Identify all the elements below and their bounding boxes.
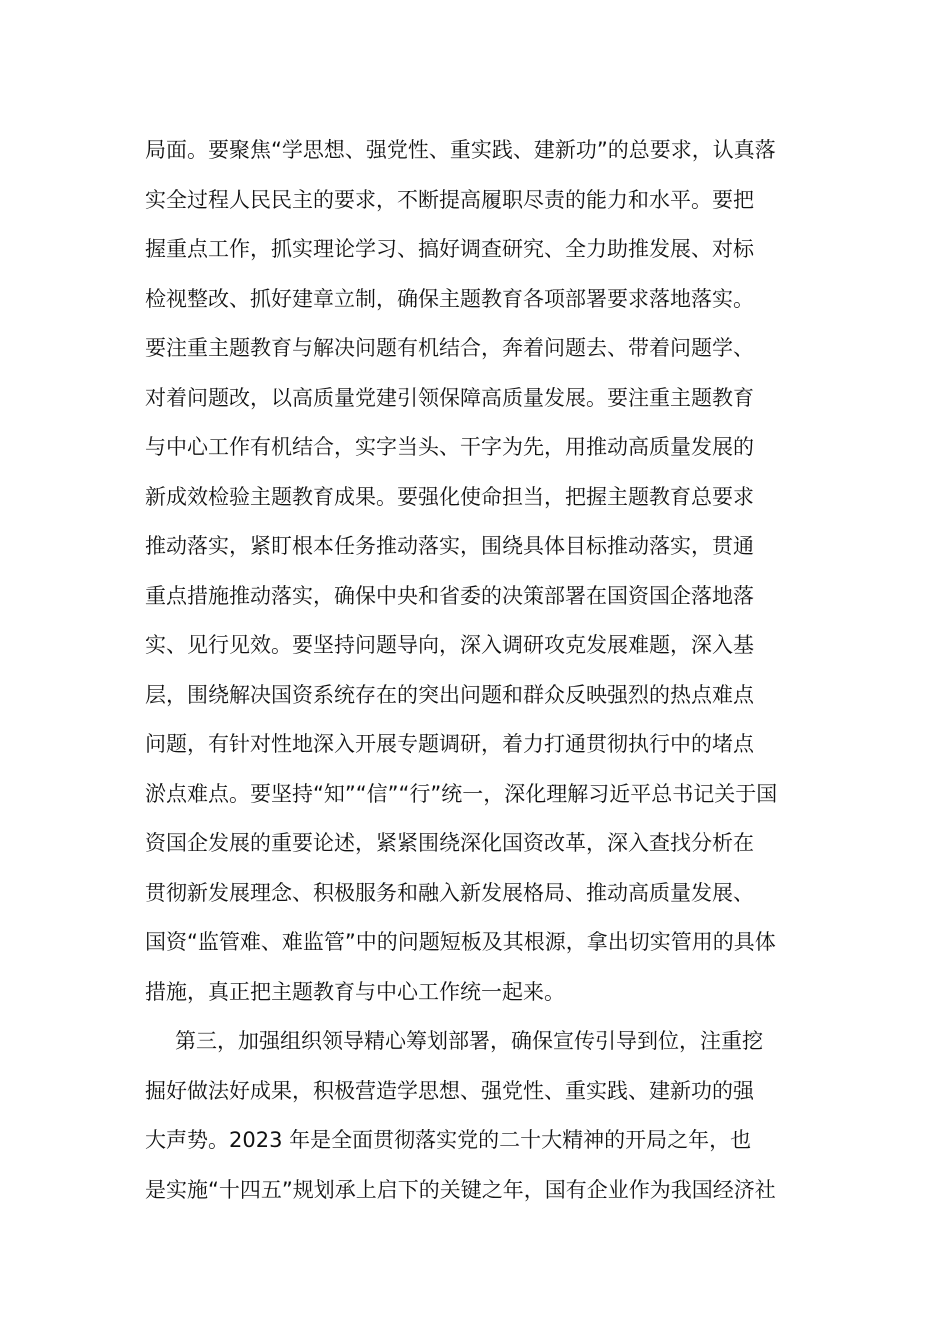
- text-line: 是实施“十四五”规划承上启下的关键之年，国有企业作为我国经济社: [145, 1177, 776, 1202]
- text-line: 掘好做法好成果，积极营造学思想、强党性、重实践、建新功的强: [145, 1078, 754, 1103]
- text-line: 局面。要聚焦“学思想、强党性、重实践、建新功”的总要求，认真落: [145, 138, 776, 162]
- text-line: 重点措施推动落实，确保中央和省委的决策部署在国资国企落地落: [145, 583, 754, 608]
- text-line: 实、见行见效。要坚持问题导向，深入调研攻克发展难题，深入基: [145, 633, 754, 657]
- text-line: 层，围绕解决国资系统存在的突出问题和群众反映强烈的热点难点: [145, 682, 754, 707]
- text-line: 实全过程人民民主的要求，不断提高履职尽责的能力和水平。要把: [145, 187, 754, 212]
- text-line: 握重点工作，抓实理论学习、搞好调查研究、全力助推发展、对标: [145, 237, 754, 261]
- text-line: 检视整改、抓好建章立制，确保主题教育各项部署要求落地落实。: [145, 286, 754, 311]
- text-line: 大声势。2023 年是全面贯彻落实党的二十大精神的开局之年，也: [145, 1128, 752, 1152]
- text-line: 淤点难点。要坚持“知”“信”“行”统一，深化理解习近平总书记关于国: [145, 781, 778, 806]
- text-line: 要注重主题教育与解决问题有机结合，奔着问题去、带着问题学、: [145, 336, 754, 360]
- text-line: 推动落实，紧盯根本任务推动落实，围绕具体目标推动落实，贯通: [145, 534, 754, 558]
- body-text: [145, 126, 815, 1215]
- text-line: 对着问题改，以高质量党建引领保障高质量发展。要注重主题教育: [145, 385, 754, 410]
- text-line: 措施，真正把主题教育与中心工作统一起来。: [145, 979, 565, 1004]
- paragraph-start-line: 第三，加强组织领导精心筹划部署，确保宣传引导到位，注重挖: [175, 1029, 763, 1053]
- text-line: 贯彻新发展理念、积极服务和融入新发展格局、推动高质量发展、: [145, 880, 754, 905]
- text-line: 资国企发展的重要论述，紧紧围绕深化国资改革，深入查找分析在: [145, 831, 754, 855]
- text-line: 与中心工作有机结合，实字当头、干字为先，用推动高质量发展的: [145, 435, 754, 459]
- text-line: 新成效检验主题教育成果。要强化使命担当，把握主题教育总要求: [145, 484, 754, 509]
- text-line: 国资“监管难、难监管”中的问题短板及其根源，拿出切实管用的具体: [145, 930, 776, 954]
- text-line: 问题，有针对性地深入开展专题调研，着力打通贯彻执行中的堵点: [145, 732, 754, 756]
